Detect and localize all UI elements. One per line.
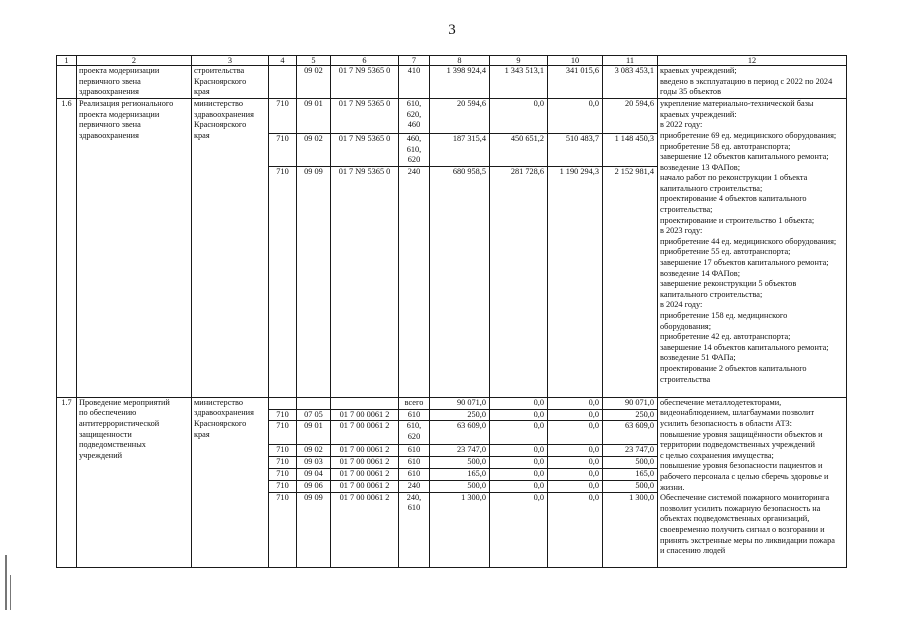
column-number: 7 [399, 56, 430, 66]
vr-cell: 240, 610 [399, 492, 430, 567]
total-cell: 165,0 [603, 468, 658, 480]
csr-cell [331, 397, 399, 409]
section-cell: 09 09 [297, 492, 331, 567]
column-number: 9 [490, 56, 548, 66]
total-cell: 250,0 [603, 409, 658, 421]
page-number: 3 [448, 22, 456, 38]
total-cell: 1 300,0 [603, 492, 658, 567]
y2024-cell: 0,0 [548, 409, 603, 421]
csr-cell: 01 7 00 0061 2 [331, 468, 399, 480]
section-cell: 09 02 [297, 134, 331, 167]
grbs-cell: 710 [269, 492, 297, 567]
y2022-cell: 23 747,0 [430, 444, 490, 456]
y2023-cell: 0,0 [490, 492, 548, 567]
csr-cell: 01 7 00 0061 2 [331, 456, 399, 468]
grbs-cell [269, 397, 297, 409]
csr-cell: 01 7 00 0061 2 [331, 492, 399, 567]
y2024-cell: 0,0 [548, 492, 603, 567]
vr-cell: 240 [399, 167, 430, 398]
total-cell: 63 609,0 [603, 421, 658, 444]
y2024-cell: 0,0 [548, 444, 603, 456]
column-number: 2 [77, 56, 192, 66]
vr-cell: 610 [399, 468, 430, 480]
y2024-cell: 0,0 [548, 99, 603, 134]
total-cell: 1 148 450,3 [603, 134, 658, 167]
total-cell: 23 747,0 [603, 444, 658, 456]
vr-cell: 610, 620 [399, 421, 430, 444]
vr-cell: 610 [399, 456, 430, 468]
section-cell: 09 02 [297, 66, 331, 99]
column-number: 11 [603, 56, 658, 66]
y2023-cell: 0,0 [490, 444, 548, 456]
column-number: 1 [57, 56, 77, 66]
y2024-cell: 341 015,6 [548, 66, 603, 99]
vr-cell: 610, 620, 460 [399, 99, 430, 134]
measure-name-cell: Реализация регионального проекта модернизации первичного звена здравоохранения [77, 99, 192, 398]
vr-cell: 610 [399, 444, 430, 456]
grbs-cell: 710 [269, 99, 297, 134]
row-number-cell: 1.6 [57, 99, 77, 398]
result-cell: обеспечение металлодетекторами, видеонаблюдением, шлагбаумами позволит усилить безопасность в области АТЗ: повышение уровня защищённости объектов и территории подведомственных учреждений с целью сохранения имущества; повышение уровня безопасности пациентов и рабочего персонала с целью сберечь здоровье и жизни. Обеспечение системой пожарного мониторинга позволит усилить пожарную безопасность на объектах подведомственных организаций, своевременно получить сигнал о возгорании и принять экстренные меры по ликвидации пожара и спасению людей [658, 397, 847, 567]
y2022-cell: 90 071,0 [430, 397, 490, 409]
column-number: 8 [430, 56, 490, 66]
measure-name-cell: Проведение мероприятий по обеспечению антитеррористической защищенности подведомственных учреждений [77, 397, 192, 567]
grbs-cell: 710 [269, 134, 297, 167]
y2024-cell: 1 190 294,3 [548, 167, 603, 398]
vr-cell: 460, 610, 620 [399, 134, 430, 167]
column-number: 5 [297, 56, 331, 66]
column-number: 12 [658, 56, 847, 66]
csr-cell: 01 7 00 0061 2 [331, 409, 399, 421]
vr-cell: 240 [399, 480, 430, 492]
grbs-cell: 710 [269, 480, 297, 492]
y2022-cell: 500,0 [430, 480, 490, 492]
grbs-cell: 710 [269, 444, 297, 456]
csr-cell: 01 7 00 0061 2 [331, 480, 399, 492]
grbs-cell: 710 [269, 409, 297, 421]
section-cell: 09 01 [297, 421, 331, 444]
vr-cell: 610 [399, 409, 430, 421]
section-cell: 09 02 [297, 444, 331, 456]
result-cell: краевых учреждений; введено в эксплуатацию в период с 2022 по 2024 годы 35 объектов [658, 66, 847, 99]
y2023-cell: 0,0 [490, 409, 548, 421]
y2022-cell: 165,0 [430, 468, 490, 480]
y2023-cell: 0,0 [490, 480, 548, 492]
column-number-row [57, 56, 847, 66]
y2023-cell: 0,0 [490, 99, 548, 134]
column-number: 3 [192, 56, 269, 66]
column-number: 6 [331, 56, 399, 66]
y2023-cell: 0,0 [490, 421, 548, 444]
total-cell: 90 071,0 [603, 397, 658, 409]
y2023-cell: 450 651,2 [490, 134, 548, 167]
grbs-cell: 710 [269, 456, 297, 468]
y2023-cell: 0,0 [490, 397, 548, 409]
table-row [57, 66, 847, 99]
executor-cell: министерство здравоохранения Красноярского края [192, 99, 269, 398]
grbs-cell [269, 66, 297, 99]
result-cell: укрепление материально-технической базы краевых учреждений: в 2022 году: приобретение 69 ед. медицинского оборудования; приобретение 58 ед. автотранспорта; завершение 12 объектов капитального ремонта; возведение 13 ФАПов; начало работ по реконструкции 1 объекта капитального строительства; проектирование 4 объектов капитального строительства; проектирование и строительство 1 объекта; в 2023 году: приобретение 44 ед. медицинского оборудования; приобретение 55 ед. автотранспорта; завершение 17 объектов капитального ремонта; возведение 14 ФАПов; завершение реконструкции 5 объектов капитального строительства; в 2024 году: приобретение 158 ед. медицинского оборудования; приобретение 42 ед. автотранспорта; завершение 14 объектов капитального ремонта; возведение 51 ФАПа; проектирование 2 объектов капитального строительства [658, 99, 847, 398]
y2023-cell: 0,0 [490, 468, 548, 480]
executor-cell: строительства Красноярского края [192, 66, 269, 99]
total-cell: 2 152 981,4 [603, 167, 658, 398]
csr-cell: 01 7 N9 5365 0 [331, 66, 399, 99]
scan-edge-mark [5, 555, 7, 610]
table-row [57, 99, 847, 134]
y2022-cell: 250,0 [430, 409, 490, 421]
y2024-cell: 510 483,7 [548, 134, 603, 167]
section-cell: 09 04 [297, 468, 331, 480]
section-cell: 09 03 [297, 456, 331, 468]
y2022-cell: 63 609,0 [430, 421, 490, 444]
executor-cell: министерство здравоохранения Красноярского края [192, 397, 269, 567]
section-cell: 09 09 [297, 167, 331, 398]
vr-cell: 410 [399, 66, 430, 99]
measure-name-cell: проекта модернизации первичного звена здравоохранения [77, 66, 192, 99]
table-row [57, 397, 847, 409]
y2024-cell: 0,0 [548, 480, 603, 492]
section-cell: 09 06 [297, 480, 331, 492]
total-cell: 500,0 [603, 456, 658, 468]
section-cell: 07 05 [297, 409, 331, 421]
total-cell: 3 083 453,1 [603, 66, 658, 99]
y2024-cell: 0,0 [548, 397, 603, 409]
y2022-cell: 1 398 924,4 [430, 66, 490, 99]
y2023-cell: 1 343 513,1 [490, 66, 548, 99]
csr-cell: 01 7 00 0061 2 [331, 444, 399, 456]
column-number: 10 [548, 56, 603, 66]
csr-cell: 01 7 N9 5365 0 [331, 134, 399, 167]
grbs-cell: 710 [269, 468, 297, 480]
total-cell: 20 594,6 [603, 99, 658, 134]
y2022-cell: 20 594,6 [430, 99, 490, 134]
csr-cell: 01 7 00 0061 2 [331, 421, 399, 444]
y2022-cell: 1 300,0 [430, 492, 490, 567]
csr-cell: 01 7 N9 5365 0 [331, 99, 399, 134]
csr-cell: 01 7 N9 5365 0 [331, 167, 399, 398]
y2022-cell: 680 958,5 [430, 167, 490, 398]
y2024-cell: 0,0 [548, 456, 603, 468]
grbs-cell: 710 [269, 167, 297, 398]
row-number-cell [57, 66, 77, 99]
section-cell: 09 01 [297, 99, 331, 134]
y2023-cell: 0,0 [490, 456, 548, 468]
y2022-cell: 500,0 [430, 456, 490, 468]
y2023-cell: 281 728,6 [490, 167, 548, 398]
y2024-cell: 0,0 [548, 468, 603, 480]
column-number: 4 [269, 56, 297, 66]
grbs-cell: 710 [269, 421, 297, 444]
total-cell: 500,0 [603, 480, 658, 492]
y2022-cell: 187 315,4 [430, 134, 490, 167]
y2024-cell: 0,0 [548, 421, 603, 444]
section-cell [297, 397, 331, 409]
budget-table [56, 55, 847, 568]
row-number-cell: 1.7 [57, 397, 77, 567]
vr-cell: всего [399, 397, 430, 409]
scan-edge-mark [10, 575, 11, 610]
